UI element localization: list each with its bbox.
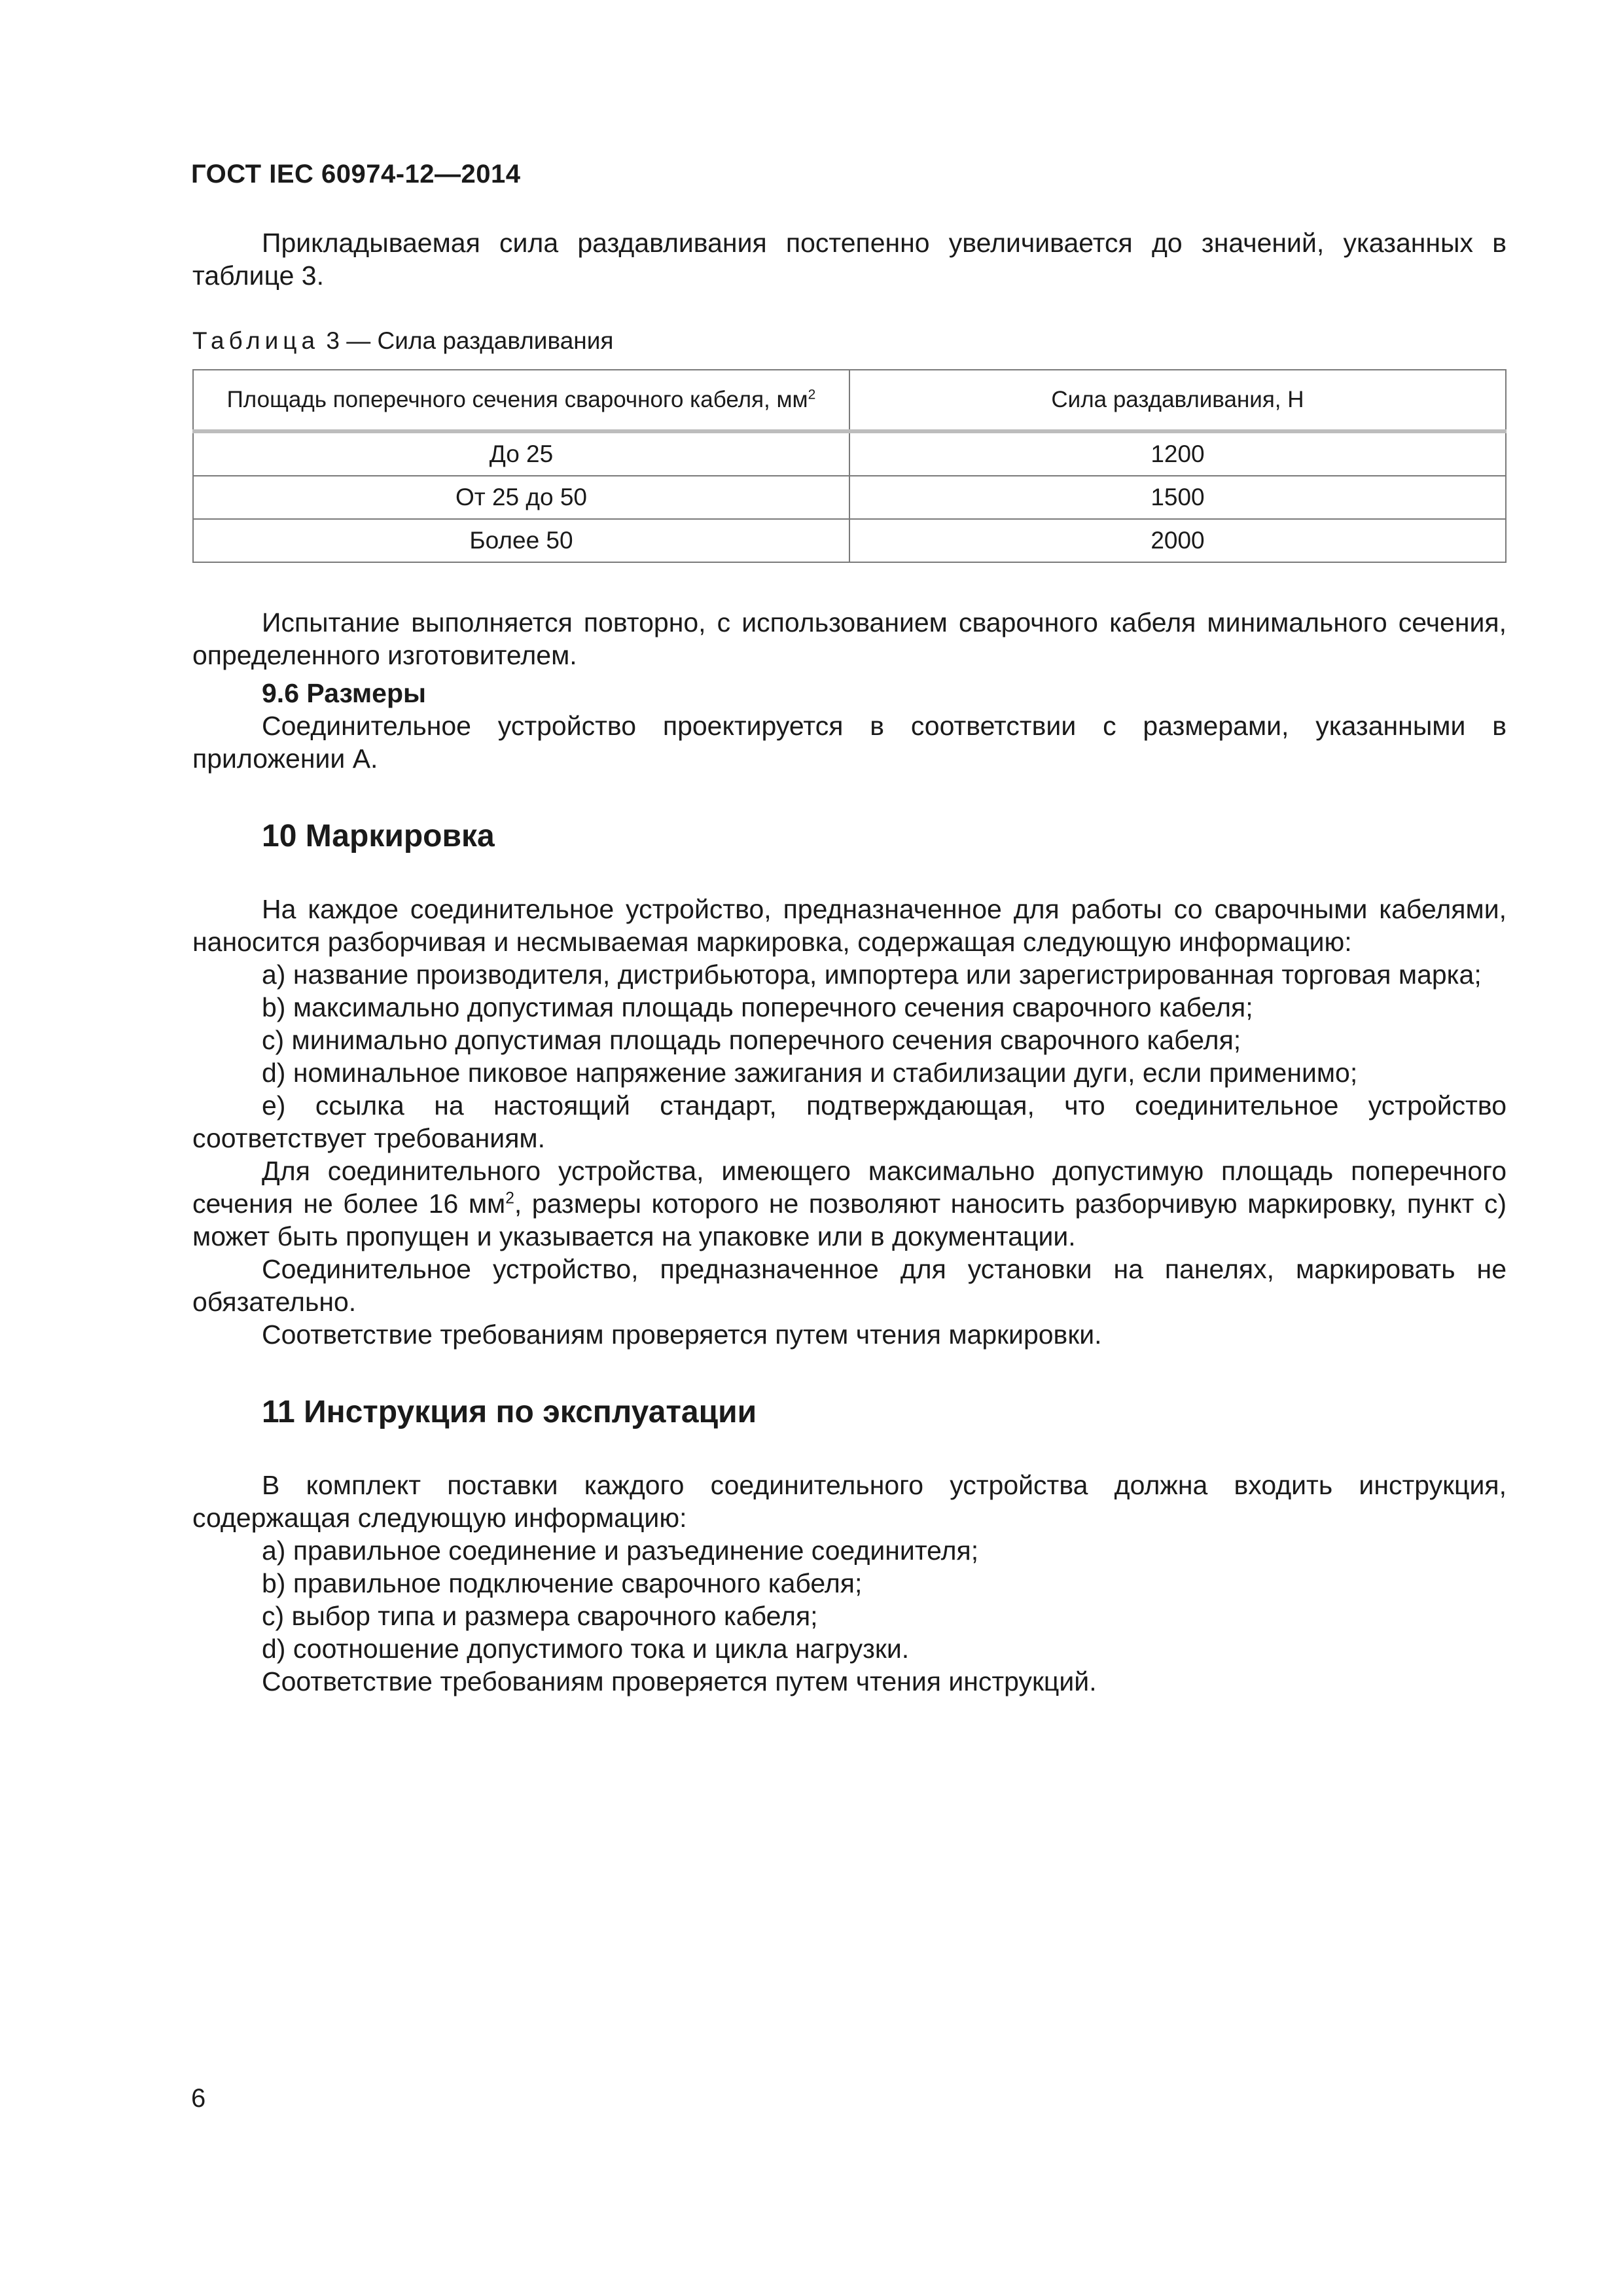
list-item: b) правильное подключение сварочного кабеля;: [262, 1568, 863, 1598]
section-10-intro: На каждое соединительное устройство, предназначенное для работы со сварочными кабелями, наносится разборчивая и несмываемая маркировка, содержащая следующую информацию:: [192, 894, 1507, 957]
section-10-paragraph-small-devices: Для соединительного устройства, имеющего максимально допустимую площадь поперечного сечения не более 16 $мм^2$, размеры которого не позволяют наносить разборчивую маркировку, пункт с) может быть пропущен и указывается на упаковке или в документации.: [192, 1156, 1507, 1251]
table-header-row: [193, 370, 1506, 431]
section-10-paragraph-panel: Соединительное устройство, предназначенное для установки на панелях, маркировать не обязательно.: [192, 1254, 1507, 1317]
list-item: d) соотношение допустимого тока и цикла нагрузки.: [262, 1634, 910, 1664]
superscript: 2: [505, 1189, 514, 1208]
superscript: 2: [808, 387, 816, 403]
section-heading-10: 10 Маркировка: [262, 819, 495, 853]
list-item: e) ссылка на настоящий стандарт, подтверждающая, что соединительное устройство соответствует требованиям.: [192, 1090, 1507, 1153]
list-item: b) максимально допустимая площадь поперечного сечения сварочного кабеля;: [262, 992, 1253, 1022]
list-item: a) название производителя, дистрибьютора, импортера или зарегистрированная торговая марка;: [262, 960, 1482, 990]
table-header-area: Площадь поперечного сечения сварочного кабеля, $мм^2$: [193, 370, 849, 431]
subsection-heading-9-6: 9.6 Размеры: [262, 678, 427, 708]
section-11-closing: Соответствие требованиям проверяется путем чтения инструкций.: [262, 1666, 1097, 1696]
table-cell-force: 1200: [849, 431, 1506, 476]
table-cell-force: 1500: [849, 476, 1506, 519]
table-cell-area: До 25: [193, 431, 849, 476]
section-11-intro: В комплект поставки каждого соединительного устройства должна входить инструкция, содержащая следующую информацию:: [192, 1470, 1507, 1533]
table-caption: [192, 325, 1507, 357]
page-content: [192, 226, 1507, 1698]
subsection-9-6-text: Соединительное устройство проектируется в соответствии с размерами, указанными в приложении А.: [192, 711, 1507, 774]
intro-paragraph: Прикладываемая сила раздавливания постепенно увеличивается до значений, указанных в таблице 3.: [192, 228, 1507, 291]
table-cell-area: Более 50: [193, 519, 849, 562]
table-row: [193, 519, 1506, 562]
table-caption-title: 3 — Сила раздавливания: [326, 327, 614, 354]
list-item: d) номинальное пиковое напряжение зажигания и стабилизации дуги, если применимо;: [262, 1058, 1358, 1088]
table-caption-label: Таблица: [192, 327, 320, 354]
table-cell-force: 2000: [849, 519, 1506, 562]
list-item: c) выбор типа и размера сварочного кабеля;: [262, 1601, 818, 1631]
table-cell-area: От 25 до 50: [193, 476, 849, 519]
page-number: 6: [191, 2084, 206, 2113]
table-header-force: Сила раздавливания, Н: [849, 370, 1506, 431]
section-10-paragraph-check: Соответствие требованиям проверяется путем чтения маркировки.: [262, 1319, 1102, 1350]
list-item: a) правильное соединение и разъединение соединителя;: [262, 1535, 979, 1566]
document-code-header: ГОСТ IEC 60974-12—2014: [191, 160, 521, 188]
table-row: [193, 476, 1506, 519]
after-table-paragraph: Испытание выполняется повторно, с использованием сварочного кабеля минимального сечения, определенного изготовителем.: [192, 607, 1507, 670]
list-item: c) минимально допустимая площадь поперечного сечения сварочного кабеля;: [262, 1025, 1241, 1055]
crush-force-table: [192, 369, 1507, 563]
table-row: [193, 431, 1506, 476]
section-heading-11: 11 Инструкция по эксплуатации: [262, 1395, 757, 1429]
